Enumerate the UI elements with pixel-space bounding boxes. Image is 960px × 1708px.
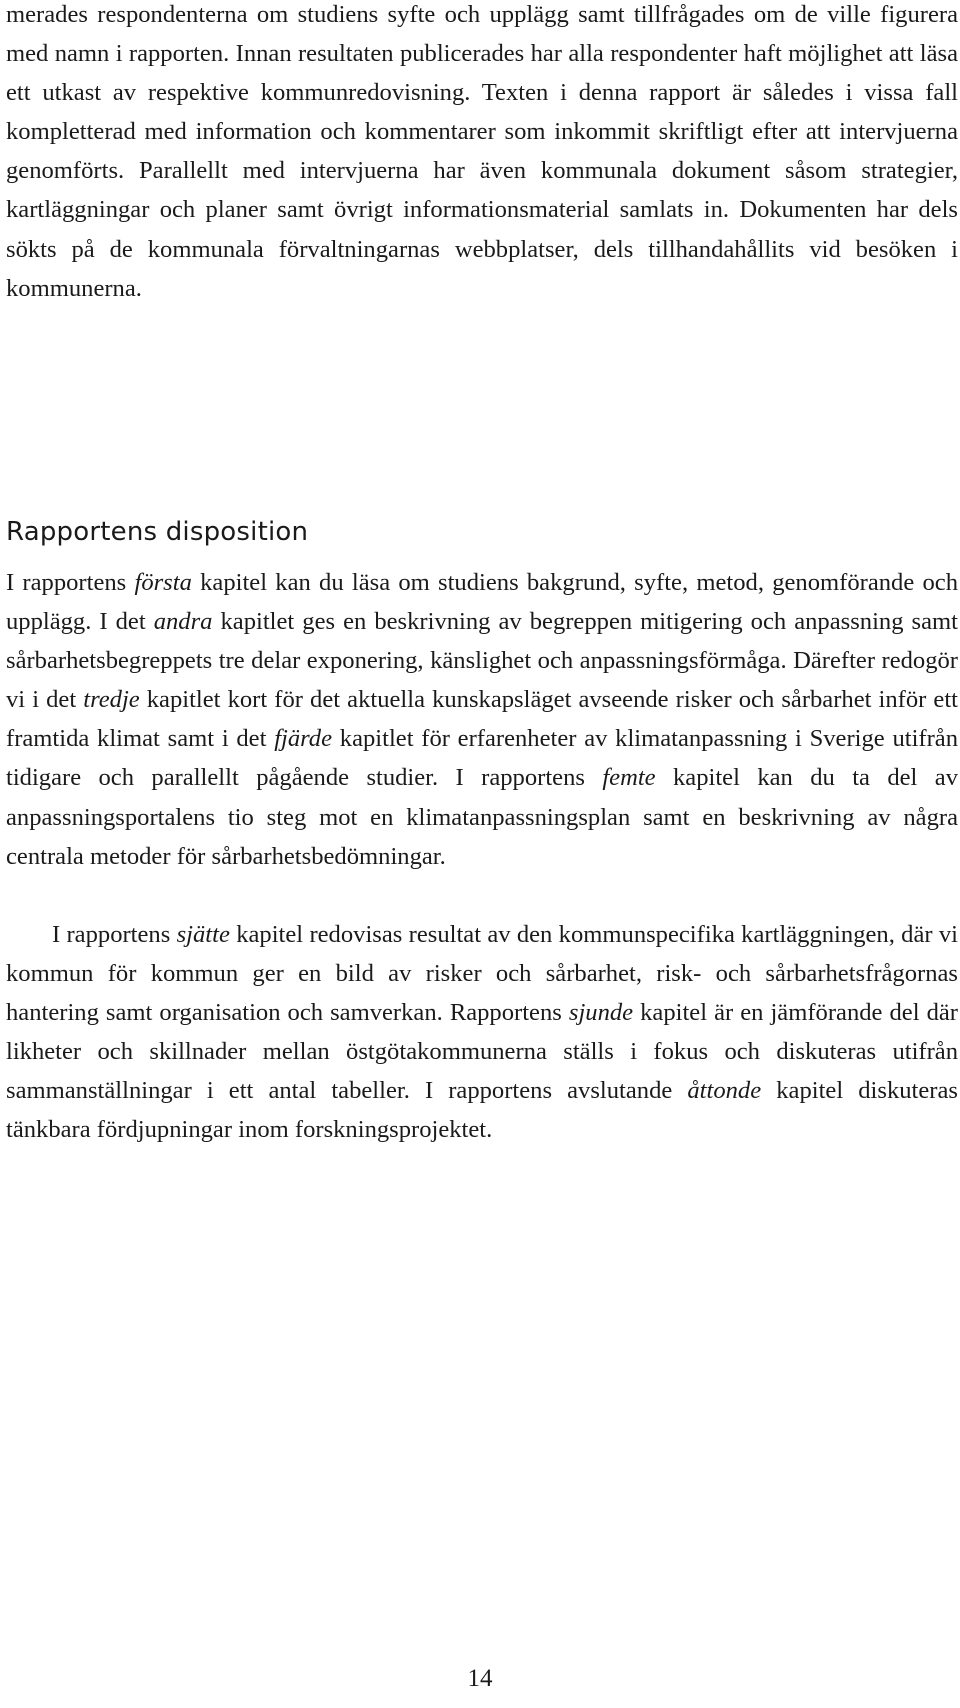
text-segment: kapitel är en jämförande del där likheter och skillnader mellan östgötakommunerna ställs i fokus och diskuteras utifrån sammanställningar i ett antal tabeller. I rapportens avslutande: [6, 999, 958, 1105]
chapter-ref-first: första: [134, 569, 192, 596]
chapter-ref-seventh: sjunde: [568, 999, 634, 1027]
section-heading: Rapportens disposition: [6, 517, 309, 547]
text-segment: kapitlet kort för det aktuella kunskapsläget avseende risker och sårbarhet inför ett framtida klimat samt i det: [6, 686, 958, 753]
disposition-paragraph-2: [6, 915, 958, 1150]
chapter-ref-third: tredje: [83, 686, 140, 714]
text-segment: kapitlet ges en beskrivning av begreppen mitigering och anpassning samt sårbarhetsbegreppets tre delar exponering, känslighet och anpassningsförmåga. Därefter redogör vi i det: [6, 608, 958, 714]
text-segment: I rapportens: [6, 569, 135, 596]
chapter-ref-eighth: åttonde: [687, 1077, 762, 1105]
page-number: 14: [467, 1665, 493, 1692]
intro-paragraph: merades respondenterna om studiens syfte och upplägg samt tillfrågades om de ville figurera med namn i rapporten. Innan resultaten publicerades har alla respondenter haft möjlighet att läsa ett utkast av respektive kommunredovisning. Texten i denna rapport är således i vissa fall kompletterad med information och kommentarer som inkommit skriftligt efter att intervjuerna genomförts. Parallellt med intervjuerna har även kommunala dokument såsom strategier, kartläggningar och planer samt övrigt informationsmaterial samlats in. Dokumenten har dels sökts på de kommunala förvaltningarnas webbplatser, dels tillhandahållits vid besöken i kommunerna.: [6, 1, 958, 302]
text-segment: kapitlet för erfarenheter av klimatanpassning i Sverige utifrån tidigare och parallellt pågående studier. I rapportens: [6, 725, 959, 792]
text-segment: kapitel diskuteras tänkbara fördjupningar inom forskningsprojektet.: [6, 1077, 958, 1144]
text-segment: kapitel redovisas resultat av den kommunspecifika kartläggningen, där vi kommun för kommun ger en bild av risker och sårbarhet, risk- och sårbarhetsfrågornas hantering samt organisation och samverkan. Rapportens: [6, 921, 958, 1027]
chapter-ref-fourth: fjärde: [274, 725, 333, 753]
chapter-ref-fifth: femte: [602, 764, 656, 792]
chapter-ref-sixth: sjätte: [176, 921, 230, 948]
text-segment: I rapportens: [52, 921, 177, 948]
disposition-paragraph-1: [6, 563, 958, 876]
text-segment: kapitel kan du läsa om studiens bakgrund, syfte, metod, genomförande och upplägg. I det: [6, 569, 958, 636]
text-segment: kapitel kan du ta del av anpassningsportalens tio steg mot en klimatanpassningsplan samt en beskrivning av några centrala metoder för sårbarhetsbedömningar.: [6, 764, 958, 870]
chapter-ref-second: andra: [153, 608, 213, 636]
